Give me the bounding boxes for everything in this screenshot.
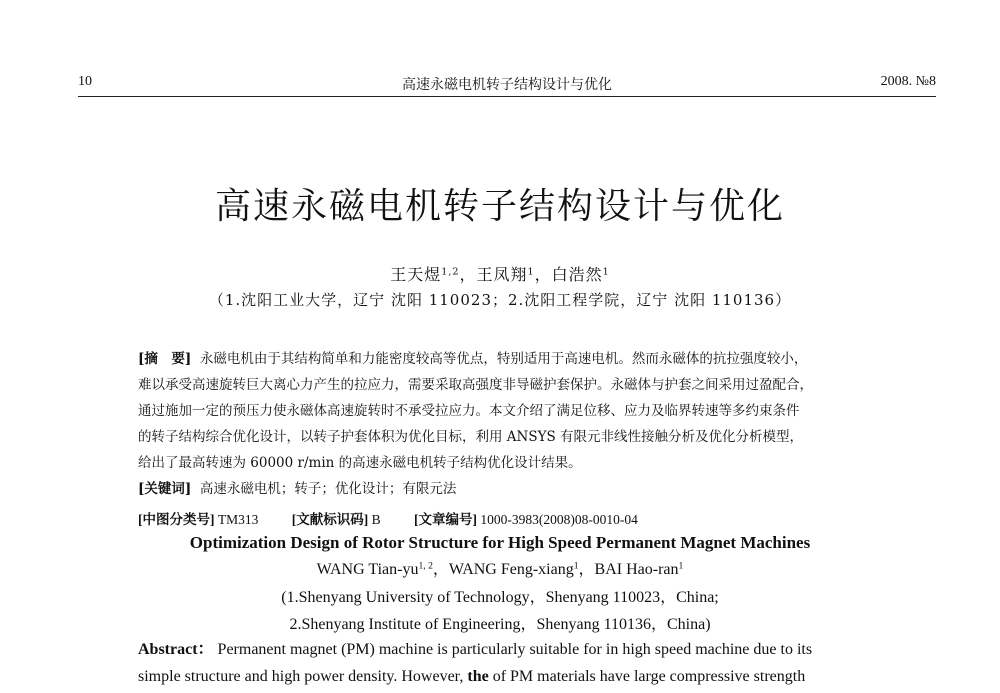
- author-name: ，WANG Feng-xiang: [432, 561, 574, 578]
- author-name: 王凤翔: [476, 265, 528, 284]
- abstract-line: 通过施加一定的预压力使永磁体高速旋转时不承受拉应力。本文介绍了满足位移、应力及临界转速等多约束条件: [138, 403, 800, 419]
- article-number: [文章编号] 1000-3983(2008)08-0010-04: [414, 512, 638, 527]
- author-affil-mark: 1: [573, 560, 579, 572]
- issue-number: 2008. №8: [880, 74, 936, 89]
- author-affil-mark: 1: [527, 266, 535, 278]
- author-affil-mark: 1, 2: [418, 560, 433, 572]
- english-affiliation-2: 2.Shenyang Institute of Engineering，Shenyang 110136，China): [289, 616, 711, 633]
- author-name: 王天煜: [390, 265, 442, 284]
- running-title: 高速永磁电机转子结构设计与优化: [402, 77, 612, 93]
- author-name: ，BAI Hao-ran: [578, 561, 679, 578]
- chinese-abstract: [138, 346, 882, 502]
- keywords-line: [138, 476, 882, 502]
- affiliation: （1.沈阳工业大学，辽宁 沈阳 110023；2.沈阳工程学院，辽宁 沈阳 110136）: [208, 291, 792, 309]
- paper-title: 高速永磁电机转子结构设计与优化: [214, 186, 785, 227]
- keywords-label: [关键词]: [138, 481, 192, 497]
- english-abstract: [138, 636, 888, 690]
- abstract-line: Abstract： Permanent magnet (PM) machine is particularly suitable for in high speed machine due to its: [138, 641, 813, 658]
- keywords-text: 高速永磁电机；转子；优化设计；有限元法: [199, 481, 457, 497]
- abstract-line: 的转子结构综合优化设计，以转子护套体积为优化目标，利用 ANSYS 有限元非线性接触分析及优化分析模型，: [138, 429, 804, 445]
- classification-row: [138, 508, 882, 528]
- english-author-list: [0, 556, 1000, 579]
- abstract-label: [摘 要]: [138, 351, 192, 367]
- abstract-line: simple structure and high power density. However, the of PM materials have large compressive strength: [138, 668, 806, 685]
- abstract-label: Abstract：: [138, 641, 214, 658]
- running-header: [78, 70, 936, 97]
- document-code: [文献标识码] B: [291, 512, 381, 527]
- english-affiliation-1: (1.Shenyang University of Technology，Shenyang 110023，China;: [281, 589, 719, 606]
- author-name: WANG Tian-yu: [316, 561, 419, 578]
- author-affil-mark: 1,2: [441, 266, 460, 278]
- abstract-line: 给出了最高转速为 60000 r/min 的高速永磁电机转子结构优化设计结果。: [138, 455, 582, 471]
- author-affil-mark: 1: [678, 560, 684, 572]
- author-separator: ，: [459, 265, 477, 284]
- abstract-line: 难以承受高速旋转巨大离心力产生的拉应力，需要采取高强度非导磁护套保护。永磁体与护套之间采用过盈配合，: [138, 377, 813, 393]
- author-separator: ，: [534, 265, 552, 284]
- clc-number: [中图分类号] TM313: [138, 512, 259, 527]
- abstract-line: [138, 346, 882, 372]
- english-title: Optimization Design of Rotor Structure for High Speed Permanent Magnet Machines: [189, 533, 811, 552]
- author-affil-mark: 1: [602, 266, 610, 278]
- author-name: 白浩然: [551, 265, 603, 284]
- page-number: 10: [78, 74, 92, 89]
- author-list: [0, 262, 1000, 285]
- abstract-text: 永磁电机由于其结构简单和力能密度较高等优点，特别适用于高速电机。然而永磁体的抗拉强度较小，: [199, 351, 808, 367]
